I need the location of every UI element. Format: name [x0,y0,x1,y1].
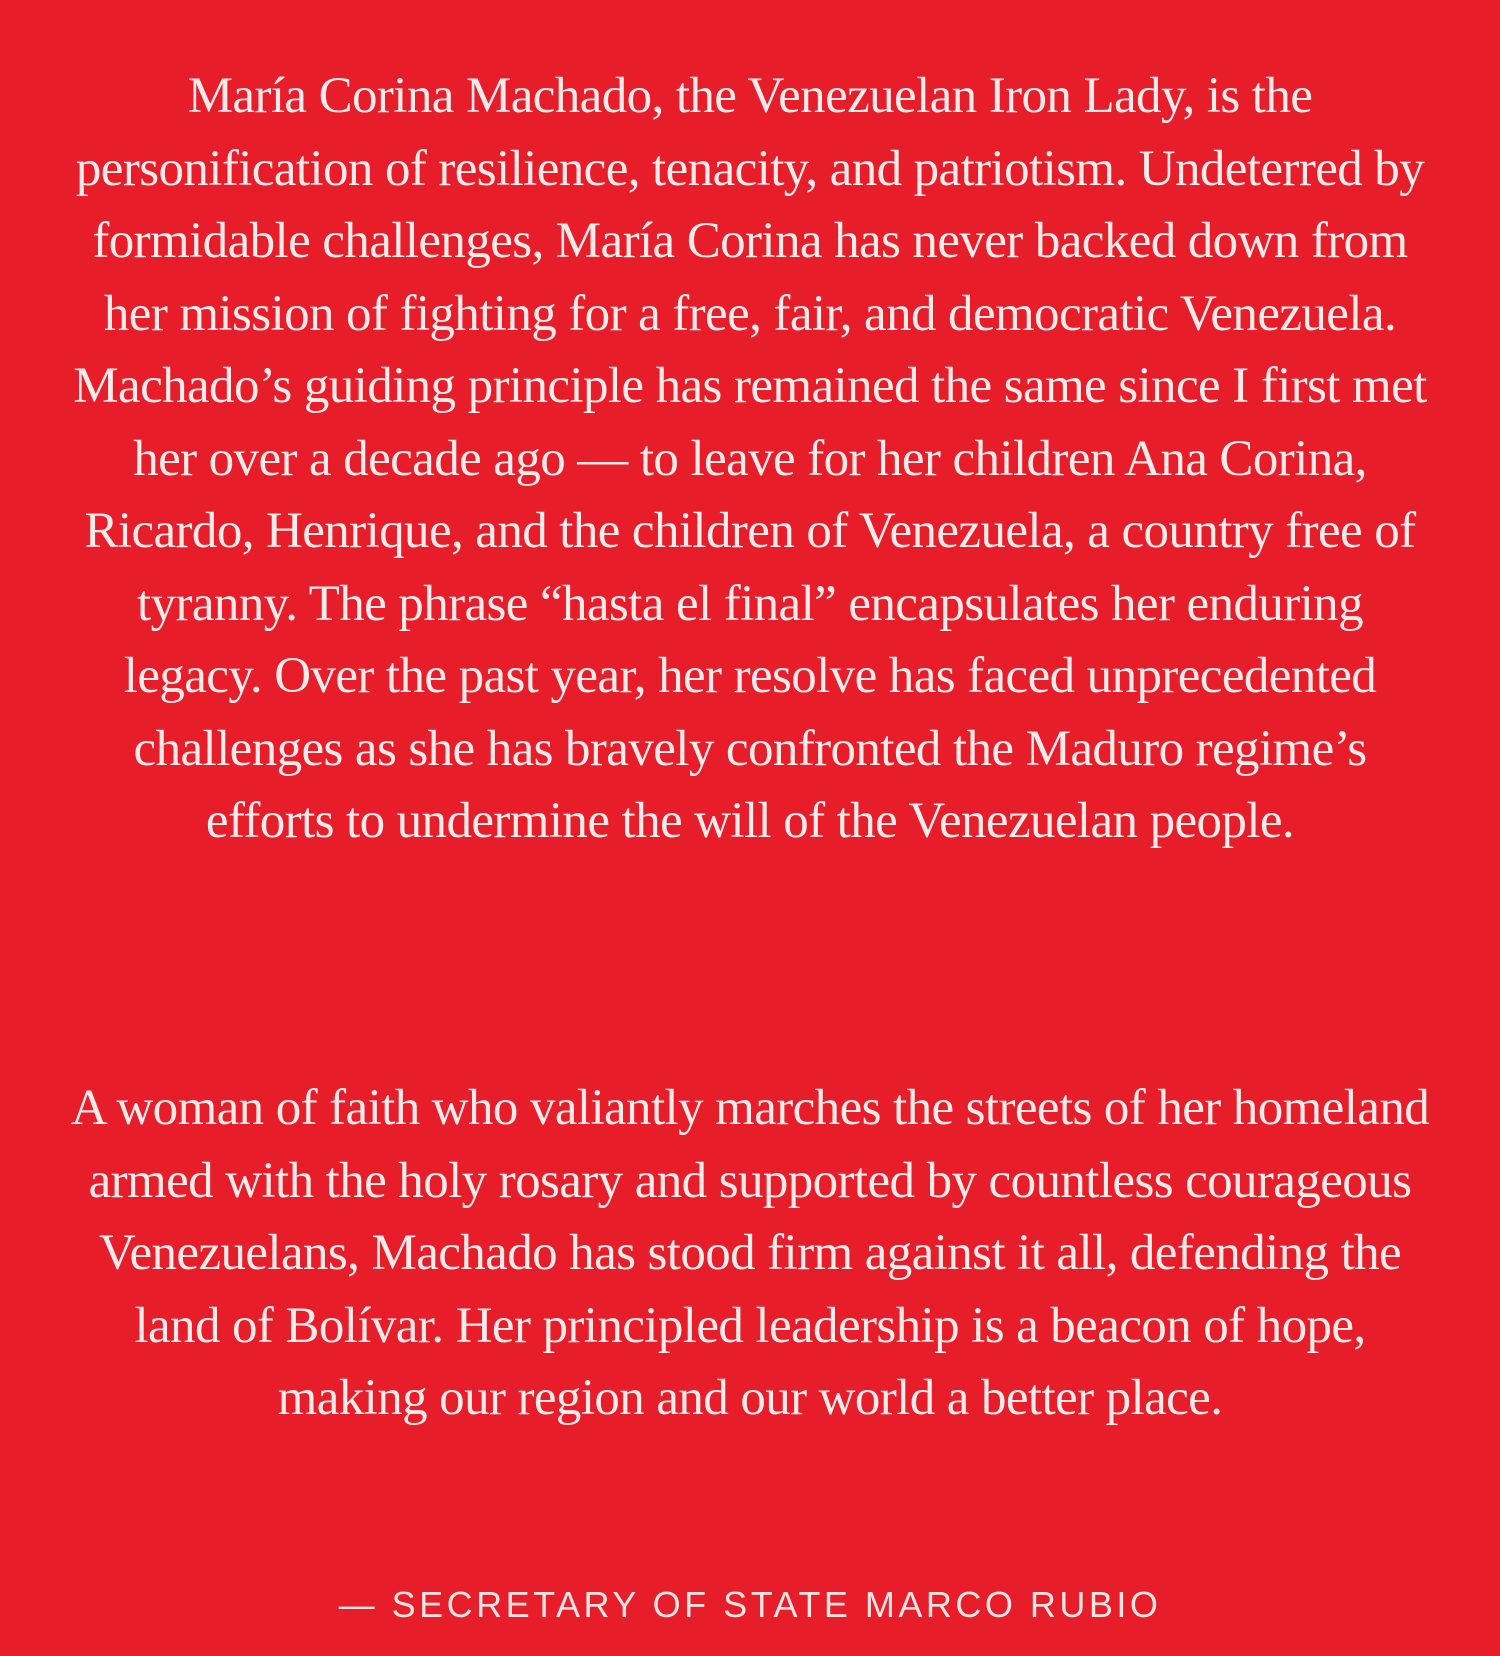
quote-paragraph-2: A woman of faith who valiantly marches the streets of her homeland armed with the holy rosary and supported by countless courageous Venezuelans, Machado has stood firm against it all, defending the land of Bolívar. Her principled leadership is a beacon of hope, making our region and our world a better place. [70,1080,1430,1426]
quote-attribution: — SECRETARY OF STATE MARCO RUBIO [338,1584,1162,1625]
quote-paragraph-1: María Corina Machado, the Venezuelan Iron Lady, is the personification of resilience, tenacity, and patriotism. Undeterred by formidable challenges, María Corina has never backed down from her mission of fighting for a free, fair, and democratic Venezuela. Machado’s guiding principle has remained the same since I first met her over a decade ago — to leave for her children Ana Corina, Ricardo, Henrique, and the children of Venezuela, a country free of tyranny. The phrase “hasta el final” encapsulates her enduring legacy. Over the past year, her resolve has faced unprecedented challenges as she has bravely confronted the Maduro regime’s efforts to undermine the will of the Venezuelan people. [73,68,1427,849]
